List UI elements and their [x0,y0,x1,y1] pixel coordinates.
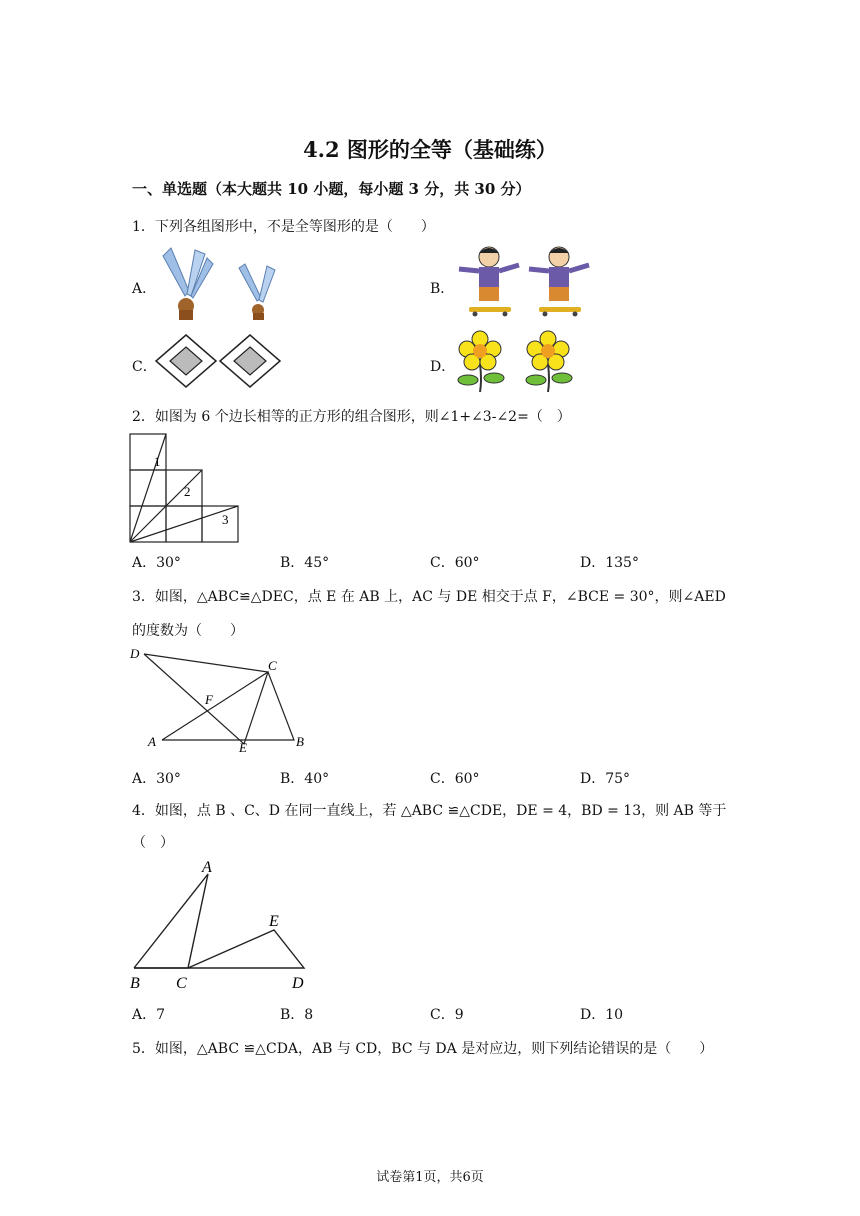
q3-label-f: F [205,692,213,707]
q4-label-d: D [292,975,304,990]
q1-option-c: C． [132,359,157,375]
q3-label-c: C [268,658,277,673]
q3-option-d: D．75° [580,771,631,787]
question-4-stem-line2: （ ） [132,835,174,851]
q4-label-a: A [202,859,212,876]
q1-option-d: D． [430,359,456,375]
question-4-stem-line1: 4．如图，点 B 、C、D 在同一直线上，若 △ABC ≌△CDE，DE = 4，BD = 13，则 AB 等于 [132,803,727,819]
q4-option-b: B．8 [280,1007,314,1023]
q1-figure-a-wings [155,246,285,326]
q2-figure-squares [128,432,242,544]
q3-option-a: A．30° [132,771,181,787]
q3-figure-triangles [126,642,316,754]
q4-option-a: A．7 [132,1007,166,1023]
q3-label-d: D [130,646,140,661]
question-3-stem-line2: 的度数为（ ） [132,623,244,639]
q3-label-b: B [296,734,304,749]
q4-label-c: C [176,975,187,990]
q2-option-d: D．135° [580,555,639,571]
q2-angle-label-3: 3 [222,512,229,527]
q2-option-b: B．45° [280,555,330,571]
q3-label-a: A [148,734,156,749]
q1-figure-b-skaters [455,243,600,321]
q2-option-a: A．30° [132,555,181,571]
q3-option-b: B．40° [280,771,330,787]
q2-angle-label-2: 2 [184,484,191,499]
q4-label-b: B [130,975,140,990]
section-heading: 一、单选题（本大题共 10 小题，每小题 3 分，共 30 分） [132,180,531,198]
q3-label-e: E [239,740,247,754]
q3-option-c: C．60° [430,771,480,787]
q1-figure-d-flowers [454,330,584,396]
q1-option-a: A． [132,281,157,297]
question-1-stem: 1．下列各组图形中，不是全等图形的是（ ） [132,219,435,235]
q4-figure-triangles [126,856,316,990]
page-footer: 试卷第1页，共6页 [376,1170,484,1185]
question-5-stem: 5．如图，△ABC ≌△CDA，AB 与 CD，BC 与 DA 是对应边，则下列结论错误的是（ ） [132,1041,714,1057]
q4-option-d: D．10 [580,1007,624,1023]
q4-label-e: E [269,913,279,930]
q1-option-b: B． [430,281,455,297]
q2-option-c: C．60° [430,555,480,571]
question-2-stem: 2．如图为 6 个边长相等的正方形的组合图形，则∠1+∠3-∠2=（ ） [132,409,571,425]
q4-option-c: C．9 [430,1007,464,1023]
question-3-stem-line1: 3．如图，△ABC≌△DEC，点 E 在 AB 上，AC 与 DE 相交于点 F，∠BCE = 30°，则∠AED [132,589,726,605]
q2-angle-label-1: 1 [154,454,161,469]
page-title: 4.2 图形的全等（基础练） [303,137,557,162]
q1-figure-c-diamonds [154,333,284,389]
